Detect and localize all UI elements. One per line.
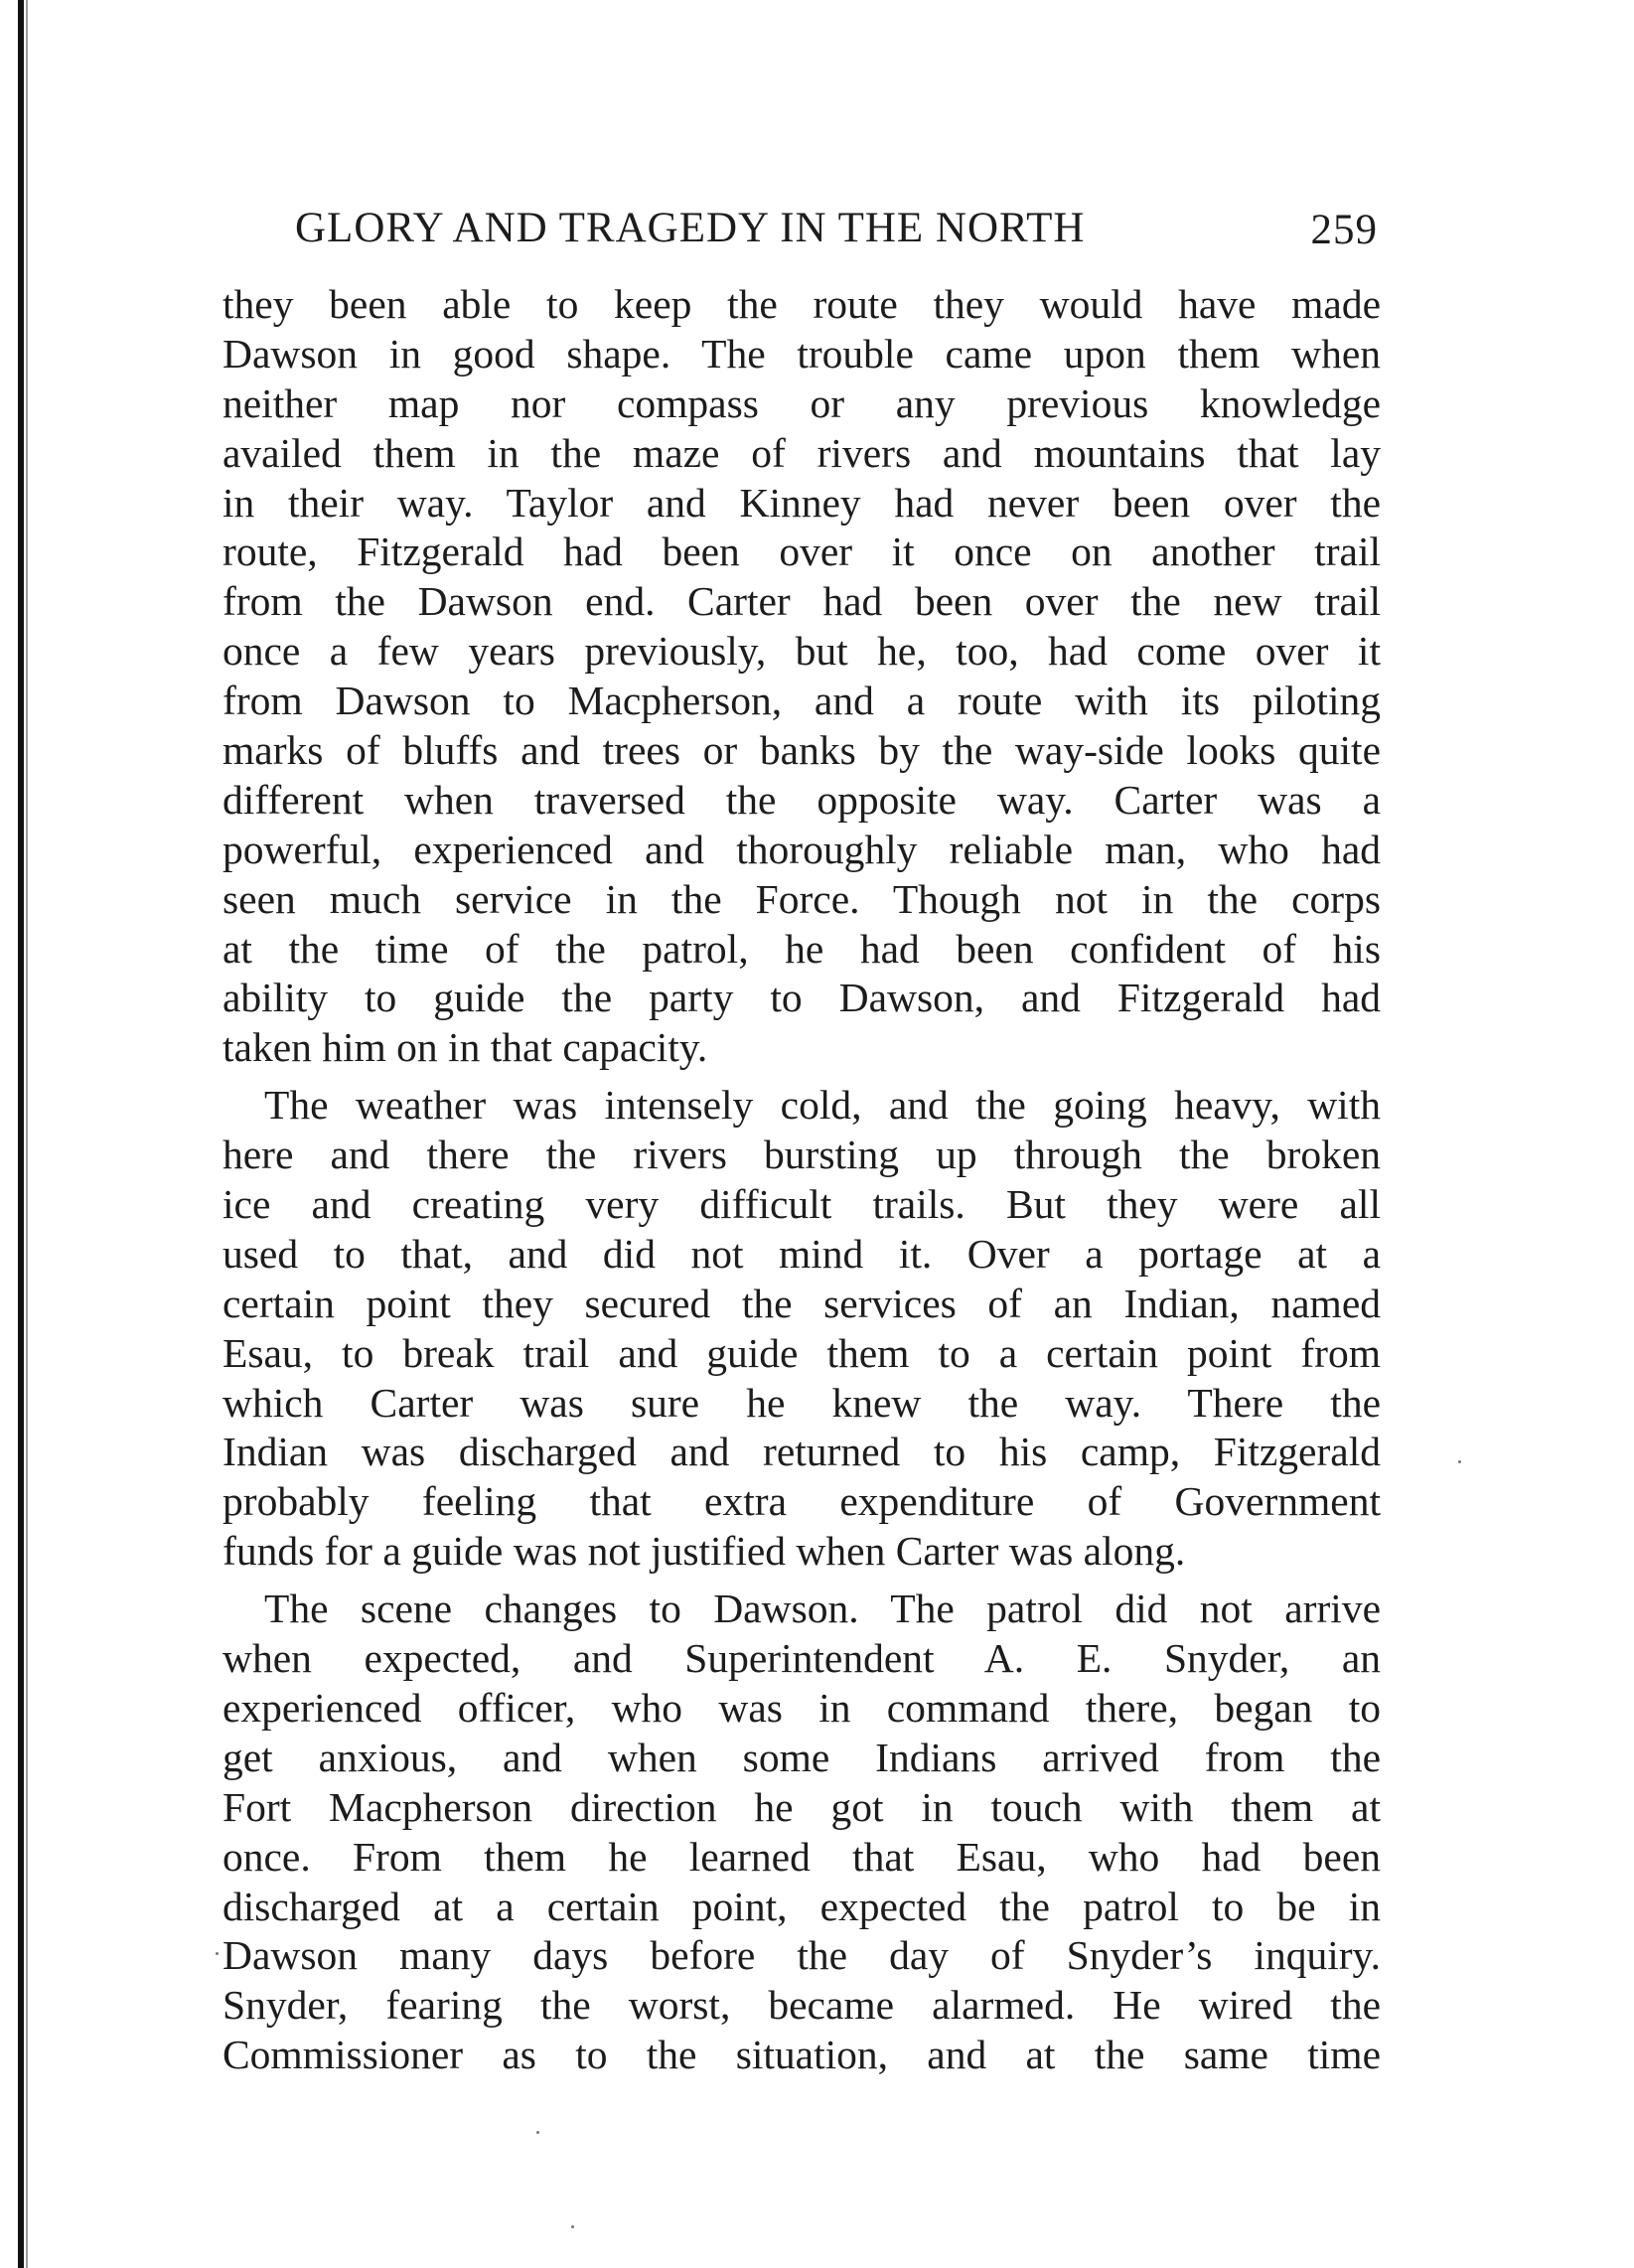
text-line: Snyder, fearing the worst, became alarmed. He wired the — [223, 1982, 1381, 2029]
text-line: once. From them he learned that Esau, who had been — [223, 1833, 1381, 1880]
text-line: they been able to keep the route they would have made — [223, 281, 1381, 327]
text-line: ice and creating very difficult trails. But they were all — [223, 1181, 1381, 1228]
text-line: used to that, and did not mind it. Over a portage at a — [223, 1230, 1381, 1277]
text-line: once a few years previously, but he, too, had come over it — [223, 628, 1381, 675]
paragraph — [223, 1585, 1381, 2080]
text-line: get anxious, and when some Indians arrived from the — [223, 1734, 1381, 1780]
paragraph-gap — [223, 1577, 1381, 1585]
text-line: availed them in the maze of rivers and mountains that lay — [223, 429, 1381, 476]
paragraph — [223, 1081, 1381, 1577]
binding-edge-shadow — [26, 0, 28, 2268]
text-line: The scene changes to Dawson. The patrol did not arrive — [264, 1586, 1381, 1632]
text-line: probably feeling that extra expenditure of Government — [223, 1478, 1381, 1525]
text-line: funds for a guide was not justified when Carter was along. — [223, 1528, 1186, 1575]
text-line: which Carter was sure he knew the way. There the — [223, 1379, 1381, 1426]
paragraph — [223, 280, 1381, 1073]
text-line: Dawson in good shape. The trouble came upon them when — [223, 330, 1381, 377]
text-line: powerful, experienced and thoroughly reliable man, who had — [223, 826, 1381, 872]
text-line: ability to guide the party to Dawson, and Fitzgerald had — [223, 975, 1381, 1021]
body-text — [223, 280, 1381, 2080]
text-line: Dawson many days before the day of Snyder’s inquiry. — [223, 1932, 1381, 1979]
text-line: taken him on in that capacity. — [223, 1024, 708, 1071]
running-head — [295, 199, 1378, 258]
binding-edge-line — [18, 0, 24, 2268]
text-line: route, Fitzgerald had been over it once on another trail — [223, 529, 1381, 575]
paper-speck — [571, 2225, 574, 2228]
page-number: 259 — [1310, 207, 1378, 253]
text-line: Esau, to break trail and guide them to a certain point from — [223, 1329, 1381, 1376]
text-line: marks of bluffs and trees or banks by the way-side looks quite — [223, 727, 1381, 774]
text-line: when expected, and Superintendent A. E. Snyder, an — [223, 1635, 1381, 1682]
text-line: different when traversed the opposite way. Carter was a — [223, 776, 1381, 823]
text-line: discharged at a certain point, expected the patrol to be in — [223, 1883, 1381, 1929]
text-line: Fort Macpherson direction he got in touch with them at — [223, 1783, 1381, 1830]
text-line: at the time of the patrol, he had been confident of his — [223, 925, 1381, 972]
running-title: GLORY AND TRAGEDY IN THE NORTH — [295, 205, 1086, 251]
text-line: from Dawson to Macpherson, and a route with its piloting — [223, 678, 1381, 724]
text-line: here and there the rivers bursting up through the broken — [223, 1132, 1381, 1178]
text-line: Indian was discharged and returned to his camp, Fitzgerald — [223, 1429, 1381, 1475]
paragraph-gap — [223, 1073, 1381, 1081]
text-line: Commissioner as to the situation, and at the same time — [223, 2032, 1381, 2078]
text-line: from the Dawson end. Carter had been over the new trail — [223, 578, 1381, 625]
text-line: neither map nor compass or any previous knowledge — [223, 379, 1381, 426]
text-line: experienced officer, who was in command there, began to — [223, 1684, 1381, 1731]
paper-speck — [536, 2131, 539, 2134]
text-line: The weather was intensely cold, and the going heavy, with — [264, 1082, 1381, 1129]
text-line: seen much service in the Force. Though not in the corps — [223, 875, 1381, 922]
text-line: certain point they secured the services of an Indian, named — [223, 1280, 1381, 1326]
paper-speck — [1458, 1460, 1461, 1463]
paper-speck — [216, 1952, 219, 1955]
text-line: in their way. Taylor and Kinney had never been over the — [223, 479, 1381, 526]
